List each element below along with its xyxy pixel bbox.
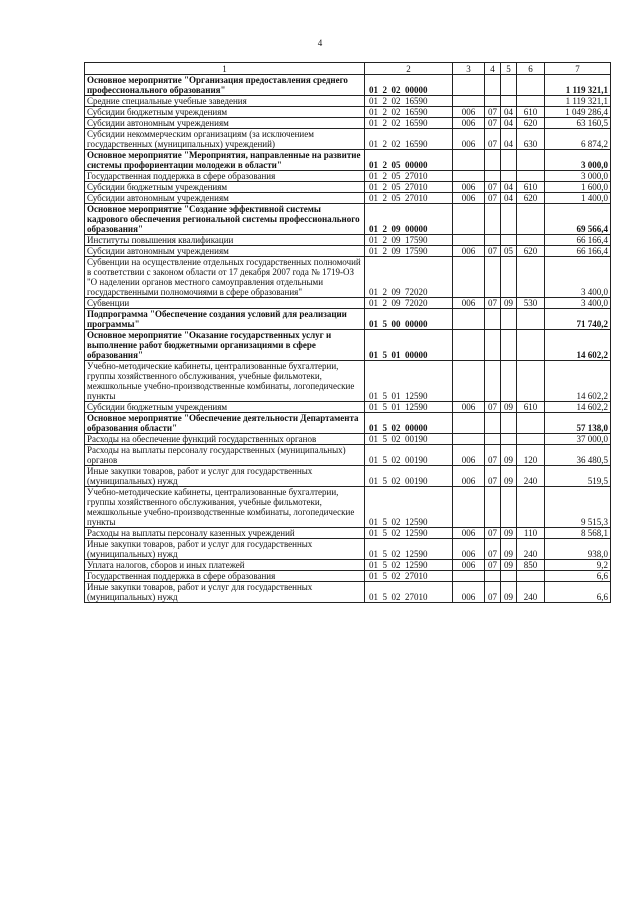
row-col3: 006 xyxy=(453,129,485,150)
row-col5 xyxy=(501,171,517,182)
row-col3 xyxy=(453,96,485,107)
row-col3: 006 xyxy=(453,107,485,118)
row-col5 xyxy=(501,257,517,298)
row-col5 xyxy=(501,150,517,171)
row-col4: 07 xyxy=(485,182,501,193)
row-col3 xyxy=(453,309,485,330)
row-name: Подпрограмма "Обеспечение создания условий для реализации программы" xyxy=(85,309,365,330)
row-code: 01 5 01 00000 xyxy=(365,330,453,361)
row-col5 xyxy=(501,75,517,96)
row-name: Субсидии автономным учреждениям xyxy=(85,193,365,204)
row-code: 01 5 02 00190 xyxy=(365,434,453,445)
row-amount: 1 119 321,1 xyxy=(545,75,611,96)
table-row xyxy=(85,257,611,298)
row-col3: 006 xyxy=(453,402,485,413)
row-name: Учебно-методические кабинеты, централизованные бухгалтерии, группы хозяйственного обслуживания, учебные фильмотеки, межшкольные учебно-производственные комбинаты, логопедические пункты xyxy=(85,487,365,528)
row-amount: 8 568,1 xyxy=(545,528,611,539)
row-amount: 14 602,2 xyxy=(545,361,611,402)
row-col5 xyxy=(501,235,517,246)
row-amount: 37 000,0 xyxy=(545,434,611,445)
row-col3: 006 xyxy=(453,539,485,560)
table-row xyxy=(85,193,611,204)
row-col5 xyxy=(501,361,517,402)
row-code: 01 2 09 00000 xyxy=(365,204,453,235)
row-amount: 66 166,4 xyxy=(545,246,611,257)
row-amount: 3 000,0 xyxy=(545,150,611,171)
budget-table xyxy=(84,62,611,603)
table-row xyxy=(85,96,611,107)
header-cell: 7 xyxy=(545,63,611,75)
row-col3: 006 xyxy=(453,560,485,571)
row-col3 xyxy=(453,235,485,246)
row-col4: 07 xyxy=(485,539,501,560)
row-name: Субсидии бюджетным учреждениям xyxy=(85,107,365,118)
row-col6 xyxy=(517,487,545,528)
table-row xyxy=(85,129,611,150)
row-col3 xyxy=(453,257,485,298)
row-name: Иные закупки товаров, работ и услуг для государственных (муниципальных) нужд xyxy=(85,539,365,560)
row-code: 01 2 02 16590 xyxy=(365,129,453,150)
row-col5: 04 xyxy=(501,129,517,150)
row-code: 01 2 09 17590 xyxy=(365,235,453,246)
row-col6 xyxy=(517,309,545,330)
table-row xyxy=(85,235,611,246)
row-col4: 07 xyxy=(485,466,501,487)
row-amount: 14 602,2 xyxy=(545,402,611,413)
row-col4: 07 xyxy=(485,193,501,204)
row-col6 xyxy=(517,571,545,582)
row-col4 xyxy=(485,235,501,246)
row-col3 xyxy=(453,150,485,171)
row-amount: 9,2 xyxy=(545,560,611,571)
table-header-row xyxy=(85,63,611,75)
header-cell: 3 xyxy=(453,63,485,75)
row-col6: 120 xyxy=(517,445,545,466)
row-code: 01 2 05 27010 xyxy=(365,182,453,193)
table-row xyxy=(85,171,611,182)
row-col4 xyxy=(485,171,501,182)
row-amount: 14 602,2 xyxy=(545,330,611,361)
row-col6: 610 xyxy=(517,182,545,193)
row-col4 xyxy=(485,434,501,445)
row-col6: 110 xyxy=(517,528,545,539)
row-col4: 07 xyxy=(485,129,501,150)
row-amount: 9 515,3 xyxy=(545,487,611,528)
row-amount: 66 166,4 xyxy=(545,235,611,246)
header-cell: 5 xyxy=(501,63,517,75)
row-name: Основное мероприятие "Обеспечение деятельности Департамента образования области" xyxy=(85,413,365,434)
row-col6: 850 xyxy=(517,560,545,571)
row-name: Субсидии автономным учреждениям xyxy=(85,118,365,129)
row-col6 xyxy=(517,204,545,235)
row-code: 01 5 02 12590 xyxy=(365,487,453,528)
table-row xyxy=(85,204,611,235)
header-cell: 4 xyxy=(485,63,501,75)
row-col6 xyxy=(517,434,545,445)
row-code: 01 2 02 16590 xyxy=(365,118,453,129)
row-col6 xyxy=(517,75,545,96)
row-col3: 006 xyxy=(453,118,485,129)
row-name: Уплата налогов, сборов и иных платежей xyxy=(85,560,365,571)
header-cell: 6 xyxy=(517,63,545,75)
row-col6 xyxy=(517,330,545,361)
row-col4 xyxy=(485,204,501,235)
row-name: Основное мероприятие "Организация предоставления среднего профессионального образования" xyxy=(85,75,365,96)
row-col6: 620 xyxy=(517,246,545,257)
row-col6: 240 xyxy=(517,582,545,603)
table-row xyxy=(85,539,611,560)
row-col3 xyxy=(453,204,485,235)
row-code: 01 5 02 00000 xyxy=(365,413,453,434)
row-col5 xyxy=(501,487,517,528)
row-code: 01 5 02 12590 xyxy=(365,528,453,539)
row-col3 xyxy=(453,330,485,361)
table-row xyxy=(85,571,611,582)
table-row xyxy=(85,402,611,413)
row-code: 01 5 01 12590 xyxy=(365,402,453,413)
row-col5 xyxy=(501,96,517,107)
row-amount: 36 480,5 xyxy=(545,445,611,466)
table-row xyxy=(85,309,611,330)
row-name: Средние специальные учебные заведения xyxy=(85,96,365,107)
row-code: 01 5 02 27010 xyxy=(365,571,453,582)
row-col6: 240 xyxy=(517,539,545,560)
row-amount: 57 138,0 xyxy=(545,413,611,434)
row-amount: 3 400,0 xyxy=(545,298,611,309)
table-row xyxy=(85,413,611,434)
row-col3: 006 xyxy=(453,466,485,487)
row-name: Субсидии некоммерческим организациям (за исключением государственных (муниципальных) учреждений) xyxy=(85,129,365,150)
row-col4 xyxy=(485,571,501,582)
table-row xyxy=(85,298,611,309)
row-col6 xyxy=(517,361,545,402)
table-row xyxy=(85,150,611,171)
row-col4: 07 xyxy=(485,118,501,129)
row-code: 01 5 02 12590 xyxy=(365,539,453,560)
row-col4 xyxy=(485,413,501,434)
row-col5: 04 xyxy=(501,118,517,129)
table-row xyxy=(85,582,611,603)
row-col6: 620 xyxy=(517,193,545,204)
row-col6 xyxy=(517,235,545,246)
row-col3 xyxy=(453,571,485,582)
row-col4 xyxy=(485,330,501,361)
row-col6 xyxy=(517,413,545,434)
row-col4: 07 xyxy=(485,107,501,118)
row-code: 01 2 02 16590 xyxy=(365,107,453,118)
row-name: Расходы на обеспечение функций государственных органов xyxy=(85,434,365,445)
row-col5: 09 xyxy=(501,298,517,309)
row-code: 01 2 09 72020 xyxy=(365,298,453,309)
row-amount: 1 400,0 xyxy=(545,193,611,204)
row-col6 xyxy=(517,257,545,298)
table-row xyxy=(85,361,611,402)
row-code: 01 2 09 17590 xyxy=(365,246,453,257)
row-col5: 09 xyxy=(501,445,517,466)
row-amount: 938,0 xyxy=(545,539,611,560)
row-col5: 04 xyxy=(501,107,517,118)
row-code: 01 2 02 16590 xyxy=(365,96,453,107)
row-col4 xyxy=(485,257,501,298)
row-amount: 3 000,0 xyxy=(545,171,611,182)
row-col3 xyxy=(453,361,485,402)
table-row xyxy=(85,330,611,361)
page-number: 4 xyxy=(317,38,323,48)
row-code: 01 2 02 00000 xyxy=(365,75,453,96)
row-col3: 006 xyxy=(453,246,485,257)
row-col4: 07 xyxy=(485,246,501,257)
row-name: Расходы на выплаты персоналу государственных (муниципальных) органов xyxy=(85,445,365,466)
row-name: Основное мероприятие "Оказание государственных услуг и выполнение работ бюджетными организациями в сфере образования" xyxy=(85,330,365,361)
row-col5: 09 xyxy=(501,560,517,571)
table-row xyxy=(85,466,611,487)
row-code: 01 5 02 27010 xyxy=(365,582,453,603)
row-col5 xyxy=(501,434,517,445)
row-col6: 620 xyxy=(517,118,545,129)
row-col6: 240 xyxy=(517,466,545,487)
row-name: Субвенции xyxy=(85,298,365,309)
row-col3 xyxy=(453,75,485,96)
row-amount: 519,5 xyxy=(545,466,611,487)
row-col4: 07 xyxy=(485,582,501,603)
row-name: Иные закупки товаров, работ и услуг для государственных (муниципальных) нужд xyxy=(85,466,365,487)
row-col5 xyxy=(501,309,517,330)
row-col5: 04 xyxy=(501,193,517,204)
row-col5 xyxy=(501,204,517,235)
row-col5: 09 xyxy=(501,402,517,413)
row-col6: 630 xyxy=(517,129,545,150)
row-code: 01 2 09 72020 xyxy=(365,257,453,298)
row-name: Иные закупки товаров, работ и услуг для государственных (муниципальных) нужд xyxy=(85,582,365,603)
row-amount: 1 049 286,4 xyxy=(545,107,611,118)
row-name: Учебно-методические кабинеты, централизованные бухгалтерии, группы хозяйственного обслуживания, учебные фильмотеки, межшкольные учебно-производственные комбинаты, логопедические пункты xyxy=(85,361,365,402)
table-row xyxy=(85,118,611,129)
row-col4 xyxy=(485,150,501,171)
table-row xyxy=(85,434,611,445)
row-col3 xyxy=(453,434,485,445)
row-amount: 1 119 321,1 xyxy=(545,96,611,107)
row-name: Основное мероприятие "Мероприятия, направленные на развитие системы профориентации молодежи в области" xyxy=(85,150,365,171)
header-cell: 1 xyxy=(85,63,365,75)
table-row xyxy=(85,75,611,96)
row-amount: 6,6 xyxy=(545,571,611,582)
table-row xyxy=(85,182,611,193)
row-name: Основное мероприятие "Создание эффективной системы кадрового обеспечения региональной системы профессионального образования" xyxy=(85,204,365,235)
row-col4 xyxy=(485,361,501,402)
row-name: Субсидии бюджетным учреждениям xyxy=(85,182,365,193)
row-col6: 610 xyxy=(517,402,545,413)
row-name: Государственная поддержка в сфере образования xyxy=(85,171,365,182)
row-name: Расходы на выплаты персоналу казенных учреждений xyxy=(85,528,365,539)
row-col4 xyxy=(485,487,501,528)
row-col6 xyxy=(517,171,545,182)
row-name: Субсидии бюджетным учреждениям xyxy=(85,402,365,413)
row-code: 01 2 05 27010 xyxy=(365,171,453,182)
row-col4: 07 xyxy=(485,298,501,309)
row-col5: 05 xyxy=(501,246,517,257)
row-col6 xyxy=(517,150,545,171)
row-amount: 1 600,0 xyxy=(545,182,611,193)
table-row xyxy=(85,487,611,528)
table-row xyxy=(85,107,611,118)
row-col3: 006 xyxy=(453,528,485,539)
row-amount: 69 566,4 xyxy=(545,204,611,235)
row-amount: 3 400,0 xyxy=(545,257,611,298)
table-body xyxy=(85,75,611,603)
row-col3: 006 xyxy=(453,298,485,309)
row-col3: 006 xyxy=(453,182,485,193)
row-col5: 04 xyxy=(501,182,517,193)
row-name: Государственная поддержка в сфере образования xyxy=(85,571,365,582)
row-col3: 006 xyxy=(453,445,485,466)
row-amount: 71 740,2 xyxy=(545,309,611,330)
row-col5: 09 xyxy=(501,528,517,539)
table-row xyxy=(85,445,611,466)
row-code: 01 5 02 00190 xyxy=(365,466,453,487)
row-code: 01 2 05 00000 xyxy=(365,150,453,171)
row-col5 xyxy=(501,330,517,361)
row-name: Субсидии автономным учреждениям xyxy=(85,246,365,257)
row-col4 xyxy=(485,75,501,96)
row-amount: 63 160,5 xyxy=(545,118,611,129)
row-col3: 006 xyxy=(453,582,485,603)
row-col3: 006 xyxy=(453,193,485,204)
row-col6: 610 xyxy=(517,107,545,118)
row-col4: 07 xyxy=(485,402,501,413)
row-col3 xyxy=(453,487,485,528)
row-col4 xyxy=(485,96,501,107)
row-amount: 6 874,2 xyxy=(545,129,611,150)
row-col4: 07 xyxy=(485,445,501,466)
row-code: 01 5 02 00190 xyxy=(365,445,453,466)
row-col4 xyxy=(485,309,501,330)
row-col5: 09 xyxy=(501,582,517,603)
row-col3 xyxy=(453,413,485,434)
row-col5 xyxy=(501,571,517,582)
header-cell: 2 xyxy=(365,63,453,75)
row-col5: 09 xyxy=(501,539,517,560)
row-code: 01 5 01 12590 xyxy=(365,361,453,402)
row-amount: 6,6 xyxy=(545,582,611,603)
row-code: 01 5 00 00000 xyxy=(365,309,453,330)
row-col4: 07 xyxy=(485,560,501,571)
row-col6: 530 xyxy=(517,298,545,309)
row-col5: 09 xyxy=(501,466,517,487)
row-col6 xyxy=(517,96,545,107)
row-col3 xyxy=(453,171,485,182)
row-name: Субвенции на осуществление отдельных государственных полномочий в соответствии с законом области от 17 декабря 2007 года № 1719-ОЗ "О наделении органов местного самоуправления отдельными государственными полномочиями в сфере образования" xyxy=(85,257,365,298)
row-name: Институты повышения квалификации xyxy=(85,235,365,246)
row-col4: 07 xyxy=(485,528,501,539)
table-row xyxy=(85,528,611,539)
table-row xyxy=(85,246,611,257)
row-col5 xyxy=(501,413,517,434)
row-code: 01 2 05 27010 xyxy=(365,193,453,204)
row-code: 01 5 02 12590 xyxy=(365,560,453,571)
table-row xyxy=(85,560,611,571)
